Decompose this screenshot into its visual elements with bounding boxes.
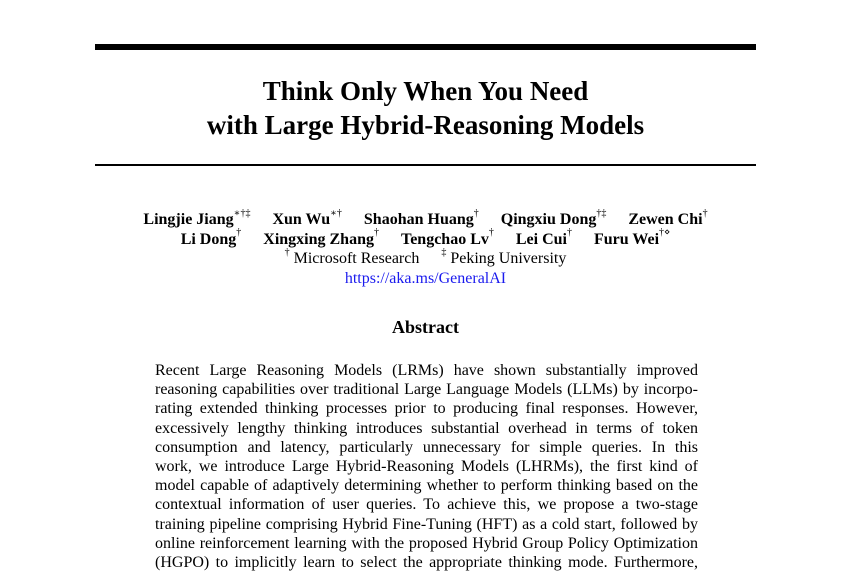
abstract-line: consumption and latency, particularly unnecessary for simple queries. In this bbox=[155, 438, 698, 456]
abstract-line: online reinforcement learning with the proposed Hybrid Group Policy Optimization bbox=[155, 534, 698, 552]
abstract-line: contextual information of user queries. To achieve this, we propose a two-stage bbox=[155, 496, 698, 514]
affiliations bbox=[95, 246, 756, 269]
abstract-line: rating extended thinking processes prior to producing final responses. However, bbox=[155, 400, 698, 418]
title-rule-top bbox=[95, 44, 756, 50]
abstract-line: Recent Large Reasoning Models (LRMs) have shown substantially improved bbox=[155, 362, 698, 379]
affiliation: ‡ Peking University bbox=[441, 246, 567, 267]
author: Zewen Chi† bbox=[628, 207, 708, 228]
author-row-2 bbox=[95, 227, 756, 250]
abstract-line: reasoning capabilities over traditional Large Language Models (LLMs) by incorpo- bbox=[155, 381, 698, 399]
abstract-line: excessively lengthy thinking introduces substantial overhead in terms of token bbox=[155, 419, 698, 437]
author: Tengchao Lv† bbox=[400, 227, 494, 248]
project-link[interactable]: https://aka.ms/GeneralAI bbox=[344, 269, 507, 287]
author: Xun Wu∗† bbox=[272, 207, 342, 228]
author: Lei Cui† bbox=[515, 227, 572, 248]
abstract-line: work, we introduce Large Hybrid-Reasoning Models (LHRMs), the first kind of bbox=[155, 458, 698, 476]
paper-title bbox=[95, 74, 756, 142]
title-line-1: Think Only When You Need bbox=[262, 76, 589, 106]
author: Li Dong† bbox=[180, 227, 242, 248]
abstract-heading: Abstract bbox=[392, 317, 459, 337]
abstract-line: model capable of adaptively determining whether to perform thinking based on the bbox=[155, 477, 698, 495]
abstract-line: training pipeline comprising Hybrid Fine-Tuning (HFT) as a cold start, followed by bbox=[155, 515, 698, 533]
title-rule-bottom bbox=[95, 164, 756, 166]
author: Lingjie Jiang∗†‡ bbox=[143, 207, 251, 228]
author: Xingxing Zhang† bbox=[263, 227, 379, 248]
author-block bbox=[95, 207, 756, 288]
author: Qingxiu Dong†‡ bbox=[500, 207, 607, 228]
author: Shaohan Huang† bbox=[363, 207, 479, 228]
author-row-1 bbox=[95, 207, 756, 230]
title-line-2: with Large Hybrid-Reasoning Models bbox=[206, 110, 645, 140]
abstract-body bbox=[155, 361, 698, 572]
project-link-row bbox=[95, 269, 756, 289]
affiliation: † Microsoft Research bbox=[284, 246, 420, 267]
abstract-line: (HGPO) to implicitly learn to select the appropriate thinking mode. Furthermore, bbox=[155, 554, 698, 572]
author: Furu Wei†⋄ bbox=[593, 227, 671, 248]
